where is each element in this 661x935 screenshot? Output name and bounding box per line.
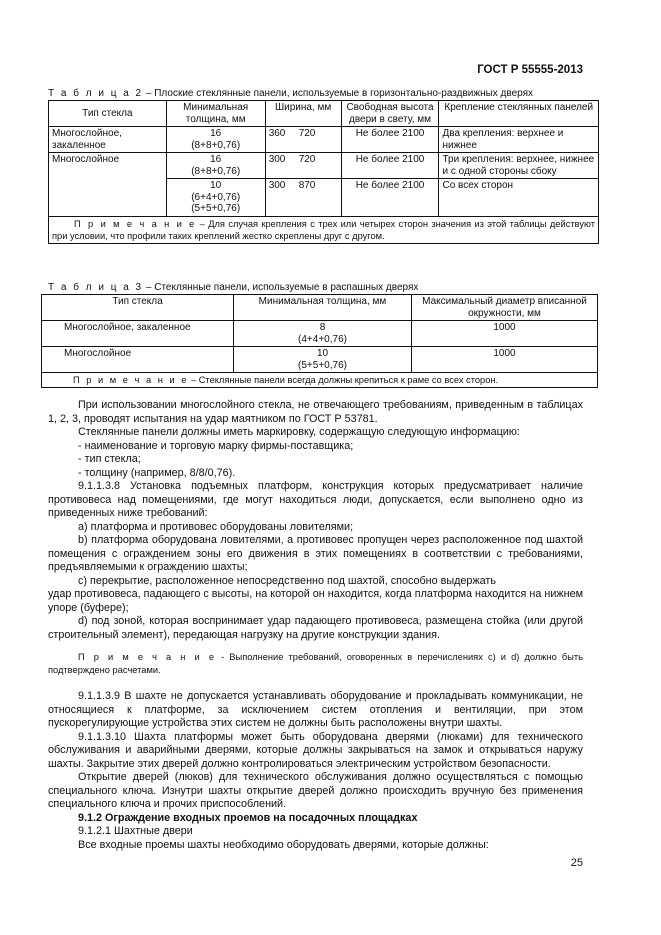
cell-diameter: 1000 <box>412 321 598 347</box>
cell-height: Не более 2100 <box>341 127 439 153</box>
cell-type: Многослойное <box>42 347 234 373</box>
paragraph: Открытие дверей (люков) для технического обслуживания должно осуществляться с помощью специального ключа. Изнутри шахты открытие дверей должно происходить вручную без применения специального ключа и прочих приспособлений. <box>48 771 583 810</box>
table2-caption: Т а б л и ц а 2 – Плоские стеклянные панели, используемые в горизонтально-раздвижных дверях <box>48 88 534 99</box>
standard-number: ГОСТ Р 55555-2013 <box>477 64 583 76</box>
cell-fixing: Два крепления: верхнее и нижнее <box>439 127 599 153</box>
cell-type: Многослойное <box>49 153 167 217</box>
list-item: - тип стекла; <box>78 453 141 465</box>
paragraph: При использовании многослойного стекла, не отвечающего требованиям, приведенным в таблицах 1, 2, 3, проводят испытания на удар маятником по ГОСТ Р 53781. <box>48 399 583 425</box>
list-item: c) перекрытие, расположенное непосредственно под шахтой, способно выдержать <box>78 574 496 587</box>
table-note-row <box>42 373 598 388</box>
cell-thickness: 8 (4+4+0,76) <box>234 321 412 347</box>
header-cell: Максимальный диаметр вписанной окружности, мм <box>412 295 598 321</box>
table3-note: П р и м е ч а н и е – Стеклянные панели всегда должны крепиться к раме со всех сторон. <box>42 373 598 388</box>
header-cell: Тип стекла <box>42 295 234 321</box>
list-item: d) под зоной, которая воспринимает удар падающего противовеса, размещена стойка (или другой строительный элемент), передающая нагрузку на другие конструкции здания. <box>48 615 583 641</box>
table-row <box>42 321 598 347</box>
paragraph: Все входные проемы шахты необходимо оборудовать дверями, которые должны: <box>78 838 489 851</box>
cell-height: Не более 2100 <box>341 153 439 179</box>
table3-caption: Т а б л и ц а 3 – Стеклянные панели, используемые в распашных дверях <box>48 282 419 293</box>
table-row <box>42 347 598 373</box>
table-header-row <box>49 101 599 127</box>
cell-diameter: 1000 <box>412 347 598 373</box>
cell-thickness: 10 (6+4+0,76) (5+5+0,76) <box>166 179 265 217</box>
cell-fixing: Три крепления: верхнее, нижнее и с одной стороны сбоку <box>439 153 599 179</box>
subsection-heading: 9.1.2.1 Шахтные двери <box>78 825 193 837</box>
section-heading: 9.1.2 Ограждение входных проемов на посадочных площадках <box>78 811 418 824</box>
header-cell: Свободная высота двери в свету, мм <box>341 101 439 127</box>
body-text <box>48 399 583 852</box>
cell-height: Не более 2100 <box>341 179 439 217</box>
table-header-row <box>42 295 598 321</box>
header-cell: Ширина, мм <box>265 101 341 127</box>
cell-thickness: 16 (8+8+0,76) <box>166 153 265 179</box>
cell-thickness: 10 (5+5+0,76) <box>234 347 412 373</box>
list-item: - толщину (например, 8/8/0,76). <box>78 466 236 479</box>
table2-note: П р и м е ч а н и е – Для случая крепления с трех или четырех сторон значения из этой таблицы действуют при условии, что профили таких креплений жестко скреплены друг с другом. <box>49 216 599 243</box>
table-2 <box>48 100 599 244</box>
header-cell: Минимальная толщина, мм <box>234 295 412 321</box>
paragraph: 9.1.1.3.10 Шахта платформы может быть оборудована дверями (люками) для технического обслуживания и аварийными дверями, которые должны закрываться на замок и открываться наружу шахты. Закрытие этих дверей должно контролироваться электрическим устройством безопасности. <box>48 730 583 770</box>
cell-width: 300 870 <box>265 179 341 217</box>
header-cell: Крепление стеклянных панелей <box>439 101 599 127</box>
table-row <box>49 127 599 153</box>
list-item: - наименование и торговую марку фирмы-поставщика; <box>78 439 354 452</box>
list-item: а) платформа и противовес оборудованы ловителями; <box>78 520 354 533</box>
cell-type: Многослойное, закаленное <box>42 321 234 347</box>
list-item: b) платформа оборудована ловителями, а противовес пропущен через расположенное под шахтой помещения с ограждением зоны его движения в этих помещениях в соответствии с требованиями, предъявляемыми к ограждению шахты; <box>48 534 583 573</box>
header-cell: Минимальная толщина, мм <box>166 101 265 127</box>
note: П р и м е ч а н и е - Выполнение требований, оговоренных в перечислениях c) и d) должно быть подтверждено расчетами. <box>48 652 583 675</box>
cell-width: 360 720 <box>265 127 341 153</box>
table-row <box>49 153 599 179</box>
table-3 <box>41 294 598 388</box>
table-note-row <box>49 216 599 243</box>
paragraph: Стеклянные панели должны иметь маркировку, содержащую следующую информацию: <box>78 426 520 438</box>
header-cell: Тип стекла <box>49 101 167 127</box>
cell-type: Многослойное, закаленное <box>49 127 167 153</box>
paragraph: удар противовеса, падающего с высоты, на которой он находится, когда платформа находится на нижнем упоре (буфере); <box>48 588 583 614</box>
paragraph: 9.1.1.3.9 В шахте не допускается устанавливать оборудование и прокладывать коммуникации, не относящиеся к платформе, за исключением систем отопления и вентиляции, при этом пускорегулирующие устройства этих систем не должны быть расположены внутри шахты. <box>48 690 583 729</box>
cell-thickness: 16 (8+8+0,76) <box>166 127 265 153</box>
cell-width: 300 720 <box>265 153 341 179</box>
cell-fixing: Со всех сторон <box>439 179 599 217</box>
page-number: 25 <box>570 857 583 869</box>
paragraph: 9.1.1.3.8 Установка подъемных платформ, конструкция которых предусматривает наличие противовеса над помещениями, где могут находиться люди, допускается, если выполнено одно из приведенных ниже требований: <box>48 480 583 519</box>
